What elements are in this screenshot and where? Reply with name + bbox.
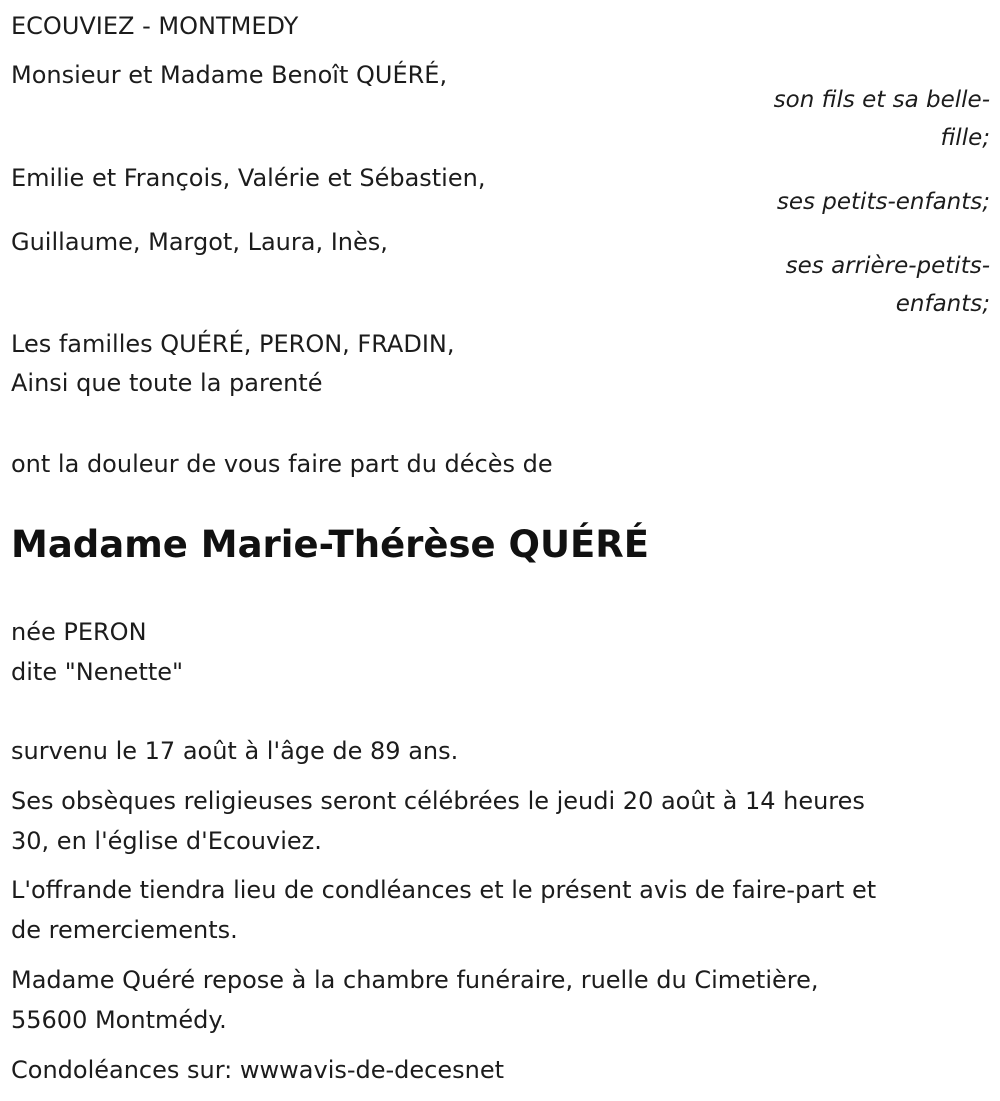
offering-line1: L'offrande tiendra lieu de condléances et le présent avis de faire-part et bbox=[11, 876, 877, 904]
family-names-great-grandchildren: Guillaume, Margot, Laura, Inès, bbox=[11, 228, 388, 256]
relatives-line: Ainsi que toute la parenté bbox=[11, 369, 323, 397]
relation-great-grandchildren-line1: ses arrière-petits- bbox=[785, 253, 990, 279]
location-heading: ECOUVIEZ - MONTMEDY bbox=[11, 12, 299, 40]
relation-great-grandchildren-line2: enfants; bbox=[895, 291, 990, 317]
maiden-name: née PERON bbox=[11, 618, 147, 646]
condolences-link[interactable]: Condoléances sur: wwwavis-de-decesnet bbox=[11, 1056, 505, 1084]
family-names-son: Monsieur et Madame Benoît QUÉRÉ, bbox=[11, 61, 448, 89]
rest-line2: 55600 Montmédy. bbox=[11, 1006, 227, 1034]
relation-son-line1: son fils et sa belle- bbox=[773, 87, 990, 113]
funeral-line1: Ses obsèques religieuses seront célébrées le jeudi 20 août à 14 heures bbox=[11, 787, 865, 815]
relation-grandchildren: ses petits-enfants; bbox=[776, 189, 990, 215]
announcement-text: ont la douleur de vous faire part du décès de bbox=[11, 450, 553, 478]
rest-line1: Madame Quéré repose à la chambre funéraire, ruelle du Cimetière, bbox=[11, 966, 819, 994]
deceased-name: Madame Marie-Thérèse QUÉRÉ bbox=[11, 523, 650, 566]
nickname: dite "Nenette" bbox=[11, 658, 184, 686]
family-names-grandchildren: Emilie et François, Valérie et Sébastien, bbox=[11, 164, 486, 192]
funeral-line2: 30, en l'église d'Ecouviez. bbox=[11, 827, 322, 855]
death-info: survenu le 17 août à l'âge de 89 ans. bbox=[11, 737, 459, 765]
families-line: Les familles QUÉRÉ, PERON, FRADIN, bbox=[11, 330, 455, 358]
offering-line2: de remerciements. bbox=[11, 916, 238, 944]
relation-son-line2: fille; bbox=[940, 125, 990, 151]
